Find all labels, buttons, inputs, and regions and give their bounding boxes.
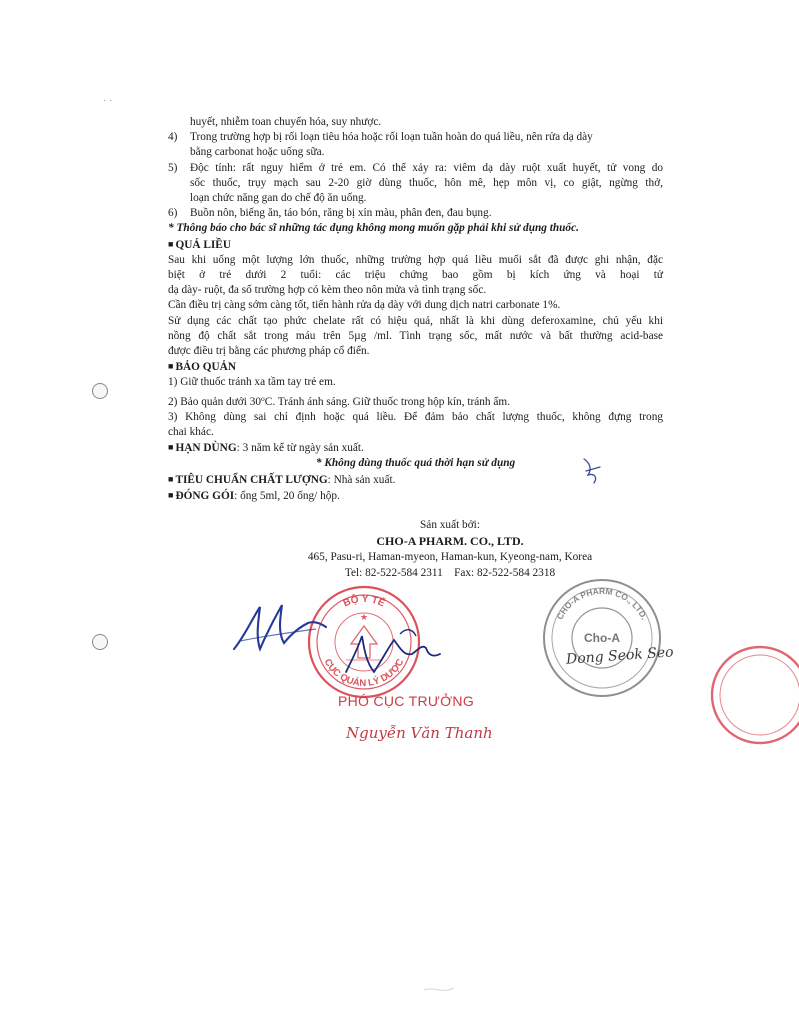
overdose-text: nồng độ chất sắt trong máu trên 5µg /ml. Tình trạng sốc, mất nước và bất thường acid-base xyxy=(168,329,663,342)
manufacturer-label: Sản xuất bởi: xyxy=(420,519,480,531)
list-item-6: 6) Buồn nôn, biếng ăn, táo bón, răng bị xỉn màu, phân đen, đau bụng. xyxy=(168,207,492,220)
side-effect-continuation: huyết, nhiễm toan chuyển hóa, suy nhược. xyxy=(190,116,382,128)
faint-mark xyxy=(420,980,460,1000)
storage-item: chai khác. xyxy=(168,426,214,439)
scan-speck: · · xyxy=(103,96,113,107)
official-title: PHÓ CỤC TRƯỞNG xyxy=(338,693,475,709)
overdose-text: Cần điều trị càng sớm càng tốt, tiến hành rửa dạ dày với dung dịch natri carbonate 1%. xyxy=(168,299,561,312)
company-stamp xyxy=(540,576,664,700)
official-name: Nguyễn Văn Thanh xyxy=(346,724,493,742)
overdose-heading: ■ QUÁ LIỀU xyxy=(168,238,231,251)
initial-mark xyxy=(580,455,604,485)
manufacturer-contact: Tel: 82-522-584 2311 Fax: 82-522-584 2318 xyxy=(344,567,556,579)
company-stamp-ring: CHO-A PHARM CO., LTD. xyxy=(554,585,650,622)
list-item-5: 5) Độc tính: rất nguy hiểm ở trẻ em. Có thể xảy ra: viêm dạ dày ruột xuất huyết, tử vong do sốc thuốc, trụy mạch sau 2-20 giờ dùng thuốc, hôn mê, hẹp môn vị, co giật, ngừng thở, loạn chức năng gan do chế độ ăn uống. xyxy=(168,161,663,205)
packing: ■ ĐÓNG GÓI: ống 5ml, 20 ống/ hộp. xyxy=(168,489,340,502)
storage-heading: ■ BẢO QUẢN xyxy=(168,361,237,374)
punch-hole-bottom xyxy=(92,634,108,650)
signature-company: Dong Seok Seo xyxy=(565,644,675,668)
leaflet-text xyxy=(168,115,663,504)
overdose-text: biệt ở trẻ dưới 2 tuổi: các triệu chứng bao gồm bị kích ứng và hoại tử xyxy=(168,269,663,282)
company-stamp-center: Cho-A xyxy=(584,631,620,645)
punch-hole-top xyxy=(92,383,108,399)
svg-text:BỘ Y TẾ xyxy=(342,592,388,609)
manufacturer-address: 465, Pasu-ri, Haman-myeon, Haman-kun, Kyeong-nam, Korea xyxy=(307,551,593,563)
quality-standard: ■ TIÊU CHUẨN CHẤT LƯỢNG: Nhà sản xuất. xyxy=(168,473,396,486)
doctor-notice: * Thông báo cho bác sĩ những tác dụng không mong muốn gặp phải khi sử dụng thuốc. xyxy=(168,222,579,235)
storage-item: 2) Bảo quản dưới 30$^o$C. Tránh ánh sáng. Giữ thuốc trong hộp kín, tránh ẩm. xyxy=(168,393,511,408)
overdose-text: dạ dày- ruột, đa số trường hợp có kèm theo nôn mửa và tình trạng sốc. xyxy=(168,284,487,297)
storage-item: 1) Giữ thuốc tránh xa tầm tay trẻ em. xyxy=(168,376,336,389)
signature-official xyxy=(340,614,450,684)
partial-stamp-right xyxy=(690,640,799,750)
stamp-bottom-text: CỤC QUẢN LÝ DƯỢC xyxy=(321,657,407,690)
manufacturer-name: CHO-A PHARM. CO., LTD. xyxy=(376,534,524,548)
manufacturer-block xyxy=(250,517,650,581)
signature-left xyxy=(230,597,330,655)
shelf-life-warning: * Không dùng thuốc quá thời hạn sử dụng xyxy=(315,457,516,470)
storage-item: 3) Không dùng sai chỉ định hoặc quá liều. Để đảm bảo chất lượng thuốc, không đựng trong xyxy=(168,410,663,423)
overdose-text: được điều trị bằng các phương pháp cổ điển. xyxy=(168,345,370,358)
shelf-life: ■ HẠN DÙNG: 3 năm kể từ ngày sản xuất. xyxy=(168,442,364,455)
stamp-top-text: BỘ Y TẾ xyxy=(341,593,387,610)
overdose-text: Sử dụng các chất tạo phức chelate rất có hiệu quả, nhất là khi dùng deferoxamine, chủ yếu khi xyxy=(168,314,663,327)
svg-text:★: ★ xyxy=(359,612,369,622)
overdose-text: Sau khi uống một lượng lớn thuốc, những trường hợp quá liều muối sắt đã được ghi nhận, đặc xyxy=(168,253,663,266)
list-item-4: 4) Trong trường hợp bị rối loạn tiêu hóa hoặc rối loạn tuần hoàn do quá liều, nên rửa dạ dày bằng carbonat hoặc uống sữa. xyxy=(168,131,593,159)
